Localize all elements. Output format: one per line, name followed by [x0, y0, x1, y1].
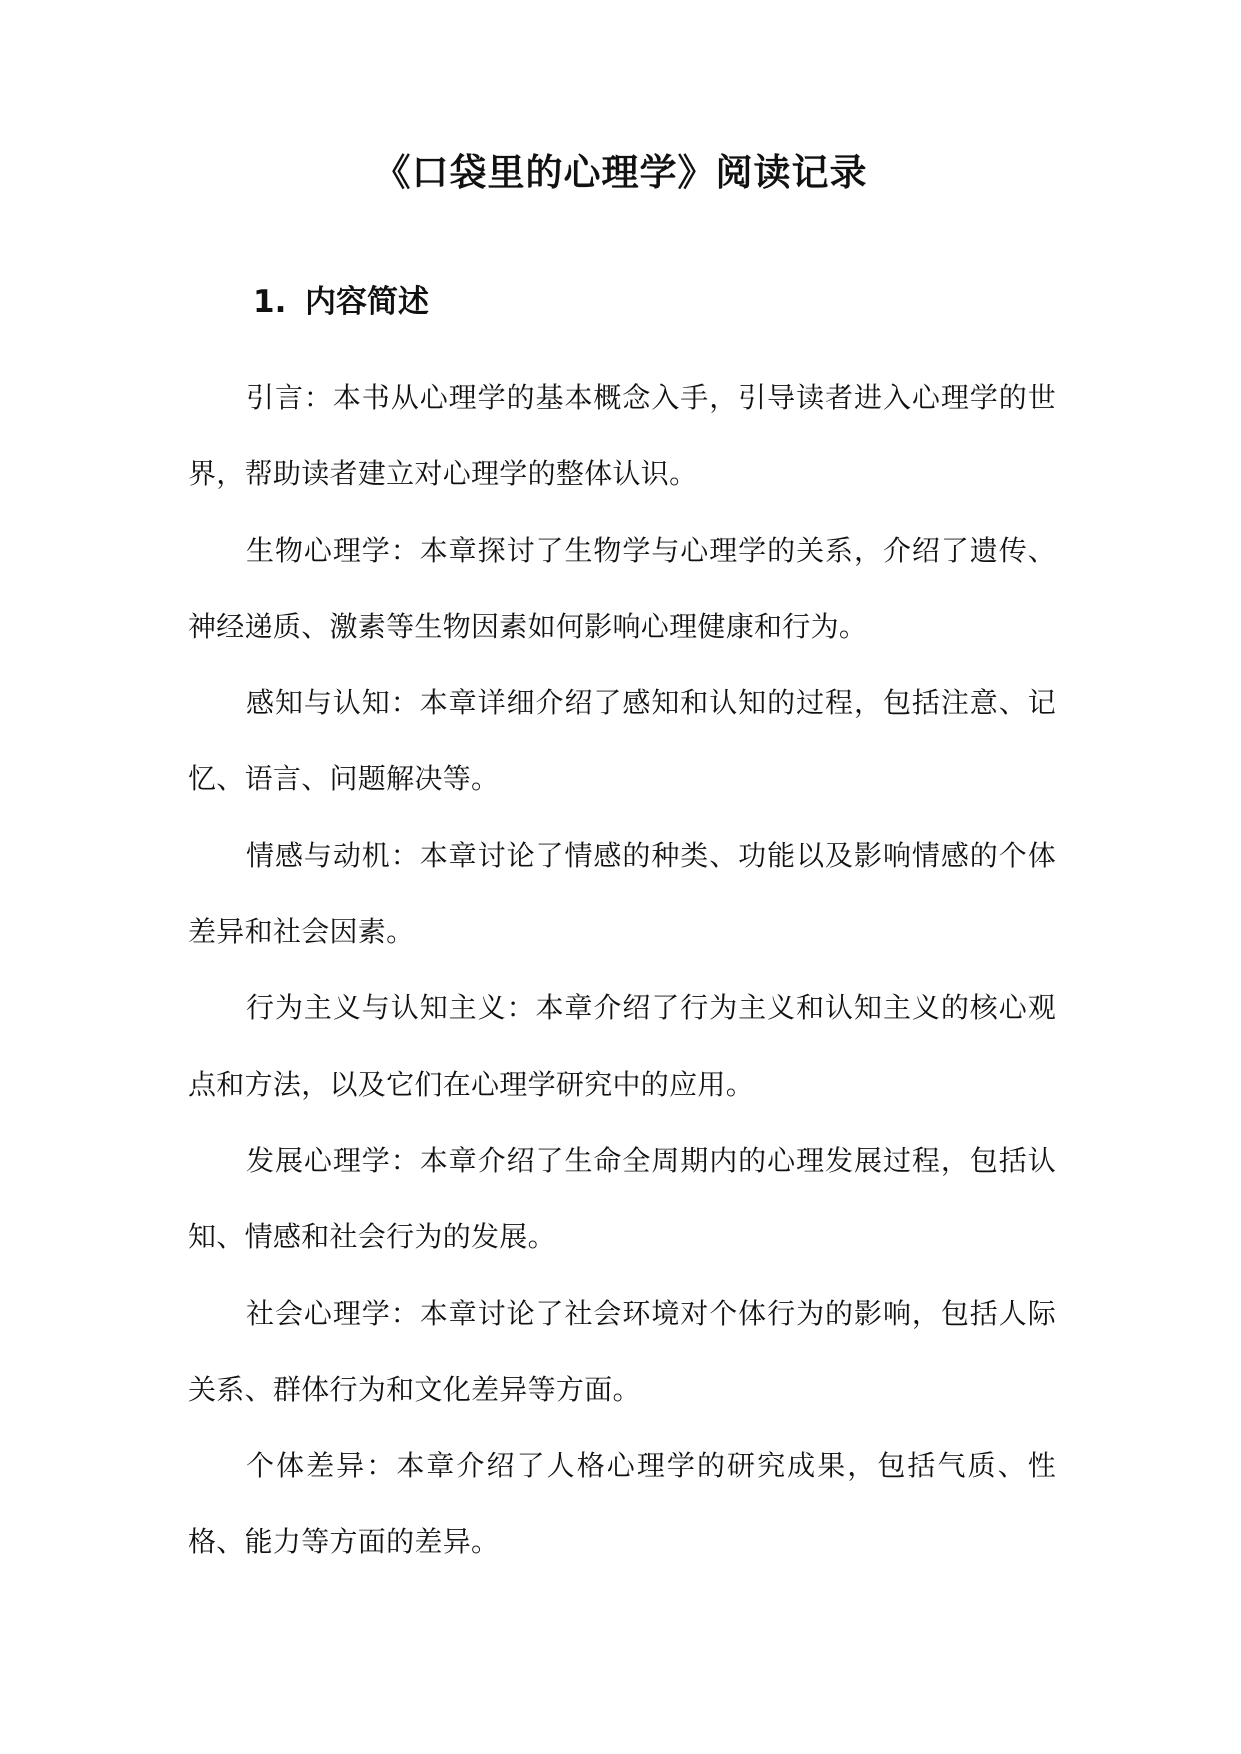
paragraph-perception-cognition: 感知与认知：本章详细介绍了感知和认知的过程，包括注意、记忆、语言、问题解决等。 — [188, 686, 1056, 796]
paragraph-developmental-psychology: 发展心理学：本章介绍了生命全周期内的心理发展过程，包括认知、情感和社会行为的发展。 — [188, 1143, 1056, 1254]
section-number: 1. — [253, 284, 287, 320]
section-heading — [253, 280, 429, 324]
section-body — [188, 360, 1056, 1581]
paragraph-social-psychology: 社会心理学：本章讨论了社会环境对个体行为的影响，包括人际关系、群体行为和文化差异等方面。 — [188, 1296, 1056, 1406]
paragraph-behaviorism-cognitivism: 行为主义与认知主义：本章介绍了行为主义和认知主义的核心观点和方法，以及它们在心理学研究中的应用。 — [188, 991, 1056, 1101]
paragraph-emotion-motivation: 情感与动机：本章讨论了情感的种类、功能以及影响情感的个体差异和社会因素。 — [188, 838, 1056, 949]
paragraph-introduction: 引言：本书从心理学的基本概念入手，引导读者进入心理学的世界，帮助读者建立对心理学的整体认识。 — [188, 381, 1056, 491]
paragraph-individual-differences: 个体差异：本章介绍了人格心理学的研究成果，包括气质、性格、能力等方面的差异。 — [188, 1449, 1056, 1559]
document-title: 《口袋里的心理学》阅读记录 — [373, 151, 868, 194]
paragraph-biological-psychology: 生物心理学：本章探讨了生物学与心理学的关系，介绍了遗传、神经递质、激素等生物因素如何影响心理健康和行为。 — [188, 533, 1056, 643]
section-title: 内容简述 — [305, 284, 429, 320]
